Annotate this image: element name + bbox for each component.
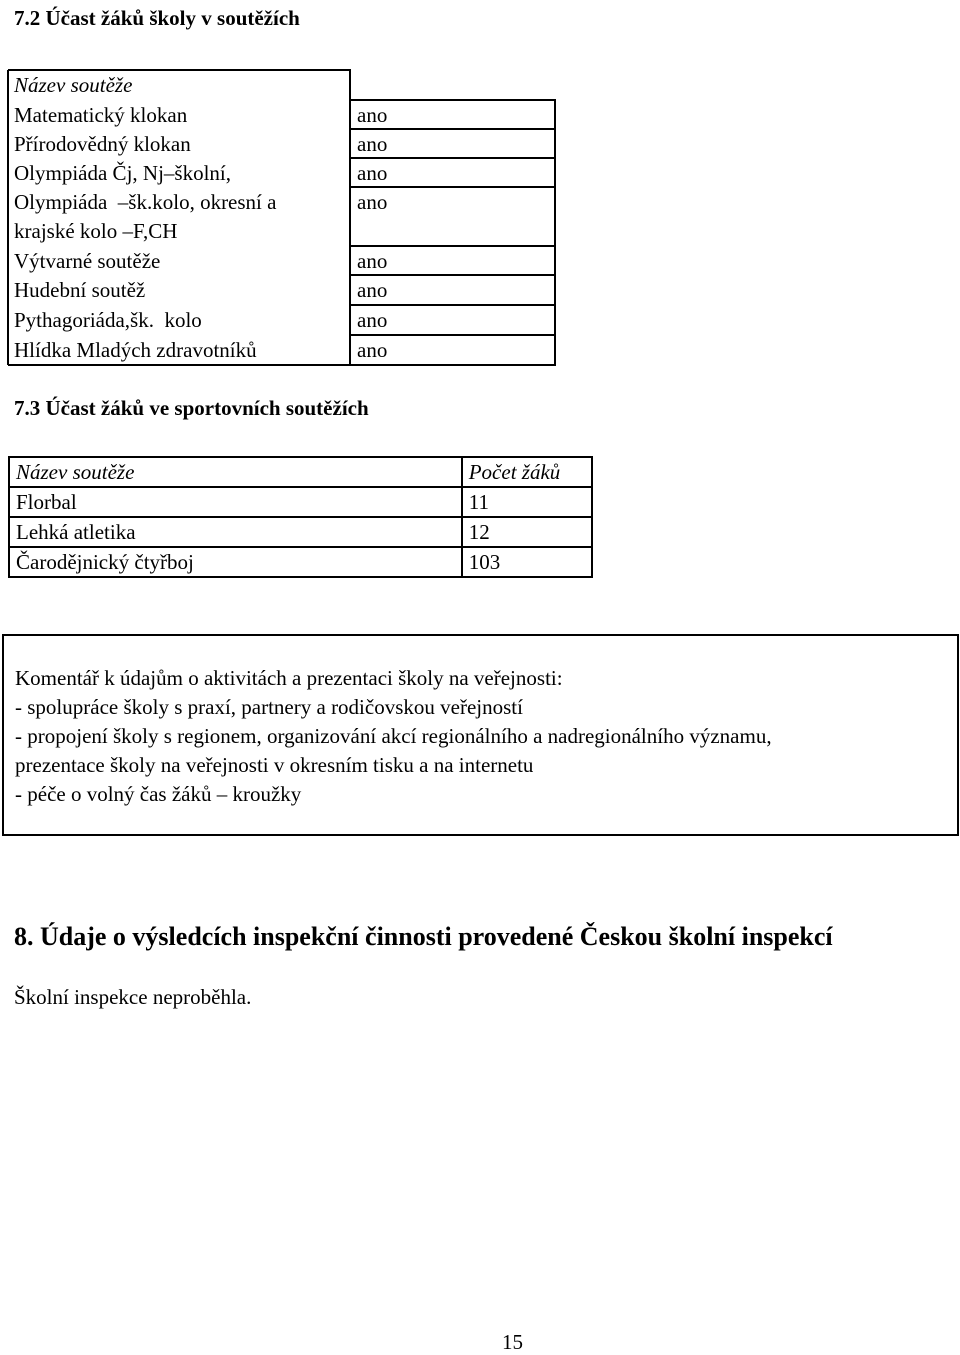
section-8-text: Školní inspekce neproběhla.: [14, 985, 252, 1009]
table-1-row-value: ano: [357, 278, 388, 302]
table-2-cell-count: 12: [462, 517, 592, 547]
table-1-row-name: Hlídka Mladých zdravotníků: [14, 338, 257, 362]
table-1-row-name: Hudební soutěž: [14, 278, 146, 302]
table-1-header: Název soutěže: [14, 73, 133, 97]
table-row: [9, 457, 592, 487]
comment-line: Komentář k údajům o aktivitách a prezentaci školy na veřejnosti:: [15, 666, 563, 690]
table-1-row-value: ano: [357, 103, 388, 127]
table-2-cell-name: Florbal: [9, 487, 462, 517]
comment-line: - péče o volný čas žáků – kroužky: [15, 782, 302, 806]
table-2-header-count: Počet žáků: [462, 457, 592, 487]
table-1-row-name-continued: krajské kolo –F,CH: [14, 219, 178, 243]
table-1-row-name: Olympiáda –šk.kolo, okresní a: [14, 190, 277, 214]
table-2-cell-count: 11: [462, 487, 592, 517]
table-1-row-name: Pythagoriáda,šk. kolo: [14, 308, 202, 332]
table-2-cell-count: 103: [462, 547, 592, 577]
comment-line: - propojení školy s regionem, organizování akcí regionálního a nadregionálního významu,: [15, 724, 772, 748]
table-2: [8, 456, 593, 578]
table-row: [9, 547, 592, 577]
table-1-row-value: ano: [357, 190, 388, 214]
table-1-row-value: ano: [357, 249, 388, 273]
table-1-row-name: Matematický klokan: [14, 103, 188, 127]
table-2-cell-name: Čarodějnický čtyřboj: [9, 547, 462, 577]
comment-box: [2, 634, 959, 836]
table-1-row-value: ano: [357, 338, 388, 362]
table-1-row-name: Výtvarné soutěže: [14, 249, 161, 273]
page-number: 15: [502, 1330, 523, 1354]
table-1-row-value: ano: [357, 308, 388, 332]
table-2-cell-name: Lehká atletika: [9, 517, 462, 547]
comment-line: - spolupráce školy s praxí, partnery a rodičovskou veřejností: [15, 695, 523, 719]
section-7-2-title: 7.2 Účast žáků školy v soutěžích: [14, 6, 300, 30]
table-row: [9, 487, 592, 517]
table-1-row-value: ano: [357, 161, 388, 185]
table-1-row-name: Přírodovědný klokan: [14, 132, 191, 156]
table-1-row-name: Olympiáda Čj, Nj–školní,: [14, 161, 231, 185]
section-7-3-title: 7.3 Účast žáků ve sportovních soutěžích: [14, 396, 369, 420]
table-2-header-name: Název soutěže: [9, 457, 462, 487]
table-row: [9, 517, 592, 547]
section-8-title: 8. Údaje o výsledcích inspekční činnosti provedené Českou školní inspekcí: [14, 922, 833, 951]
comment-line: prezentace školy na veřejnosti v okresním tisku a na internetu: [15, 753, 534, 777]
table-1-row-value: ano: [357, 132, 388, 156]
